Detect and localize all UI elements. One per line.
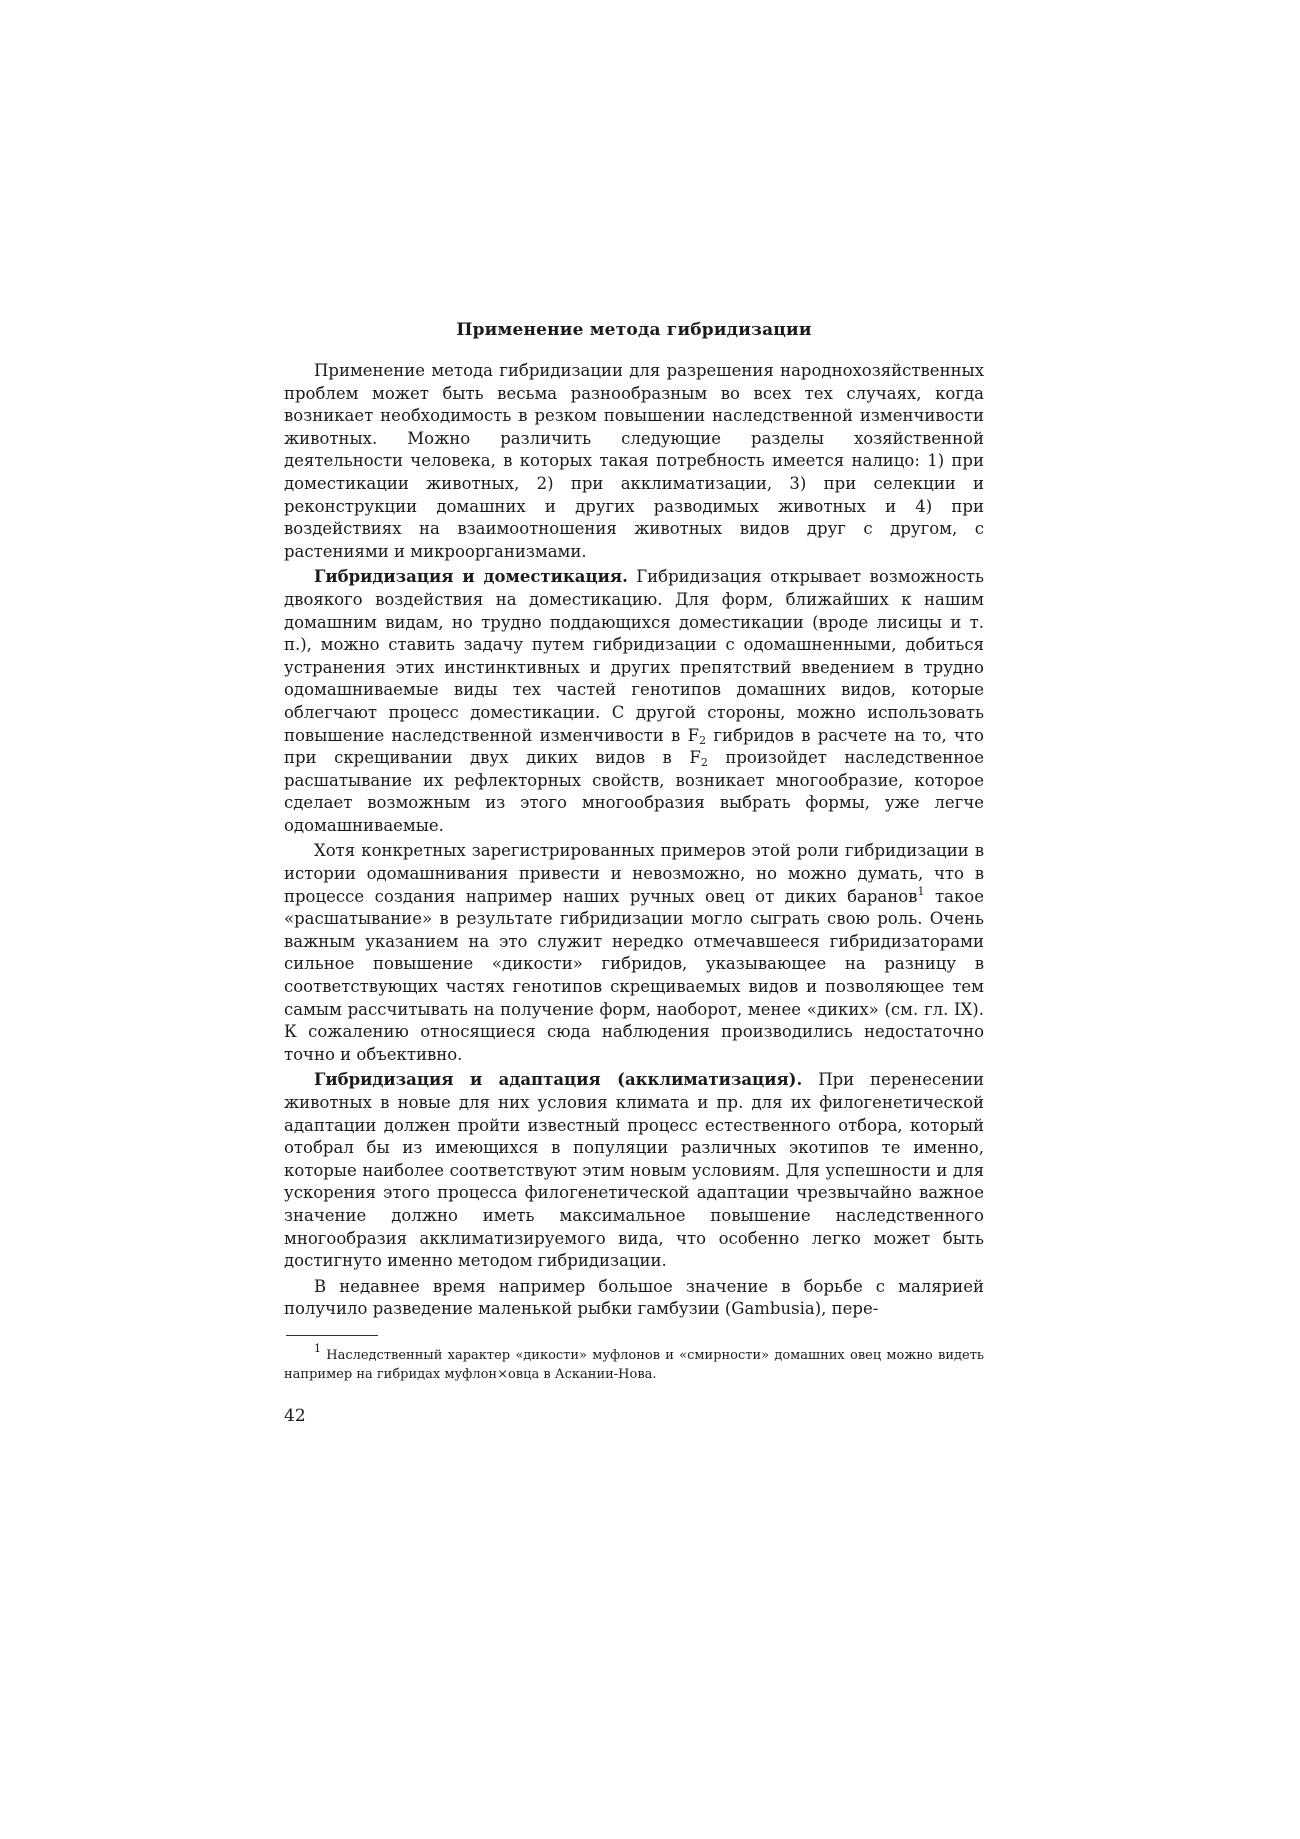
paragraph-heading: Гибридизация и доместикация. xyxy=(314,567,628,587)
paragraph-history xyxy=(284,840,984,1066)
paragraph-text-mid: гибридов в расчете на то, что при скрещивании двух диких видов в xyxy=(284,725,984,768)
f-label: F xyxy=(689,748,701,768)
paragraph-heading: Гибридизация и адаптация (акклиматизация). xyxy=(314,1070,803,1090)
page-text-block xyxy=(284,320,984,1426)
paragraph-text: При перенесении животных в новые для них условия климата и пр. для их филогенетической адаптации должен пройти известный процесс естественного отбора, который отобрал бы из имеющихся в популяции различных экотипов те именно, которые наиболее соответствуют этим новым условиям. Для успешности и для ускорения этого процесса филогенетической адаптации чрезвычайно важное значение должно иметь максимальное повышение наследственного многообразия акклиматизируемого вида, что особенно легко может быть достигнуто именно методом гибридизации. xyxy=(284,1070,984,1271)
footnote-divider xyxy=(286,1335,378,1336)
paragraph-text: В недавнее время например большое значение в борьбе с малярией получило разведение маленькой рыбки гамбузии (Gambusia), пере- xyxy=(284,1276,984,1319)
paragraph-text: Хотя конкретных зарегистрированных примеров этой роли гибридизации в истории одомашнивания привести и невозможно, но можно думать, что в процессе создания например наших ручных овец от диких баранов xyxy=(284,841,984,906)
paragraph-text-end: такое «расшатывание» в результате гибридизации могло сыграть свою роль. Очень важным указанием на это служит нередко отмечавшееся гибридизаторами сильное повышение «дикости» гибридов, указывающее на разницу в соответствующих частях генотипов скрещиваемых видов и позволяющее тем самым рассчитывать на получение форм, наоборот, менее «диких» (см. гл. IX). К сожалению относящиеся сюда наблюдения производились недостаточно точно и объективно. xyxy=(284,886,984,1064)
paragraph-text: Гибридизация открывает возможность двоякого воздействия на доместикацию. Для форм, ближайших к нашим домашним видам, но трудно поддающихся доместикации (вроде лисицы и т. п.), можно ставить задачу путем гибридизации с одомашненными, добиться устранения этих инстинктивных и других препятствий введением в трудно одомашниваемые виды тех частей генотипов домашних видов, которые облегчают процесс доместикации. С другой стороны, можно использовать повышение наследственной изменчивости в xyxy=(284,567,985,745)
footnote-mark: 1 xyxy=(314,1341,321,1355)
page-number: 42 xyxy=(284,1405,306,1426)
paragraph-gambusia xyxy=(284,1276,984,1321)
paragraph-adaptation xyxy=(284,1069,984,1272)
paragraph-text: Применение метода гибридизации для разрешения народнохозяйственных проблем может быть весьма разнообразным во всех тех случаях, когда возникает необходимость в резком повышении наследственной изменчивости животных. Можно различить следующие разделы хозяйственной деятельности человека, в которых такая потребность имеется налицо: 1) при доместикации животных, 2) при акклиматизации, 3) при селекции и реконструкции домашних и других разводимых животных и 4) при воздействиях на взаимоотношения животных видов друг с другом, с растениями и микроорганизмами. xyxy=(284,361,984,561)
footnote xyxy=(284,1341,984,1384)
section-title: Применение метода гибридизации xyxy=(456,320,812,340)
f-subscript: 2 xyxy=(700,756,708,770)
f-label: F xyxy=(687,725,700,745)
paragraph-domestication xyxy=(284,566,984,837)
paragraph-intro xyxy=(284,360,984,563)
footnote-reference: 1 xyxy=(917,884,925,898)
footnote-text: Наследственный характер «дикости» муфлонов и «смирности» домашних овец можно видеть например на гибридах муфлон×овца в Аскании-Нова. xyxy=(284,1347,984,1382)
paragraph-text-end: произойдет наследственное расшатывание их рефлекторных свойств, возникает многообразие, которое сделает возможным из этого многообразия выбрать формы, уже легче одомашниваемые. xyxy=(284,748,984,835)
f-subscript: 2 xyxy=(699,733,707,747)
